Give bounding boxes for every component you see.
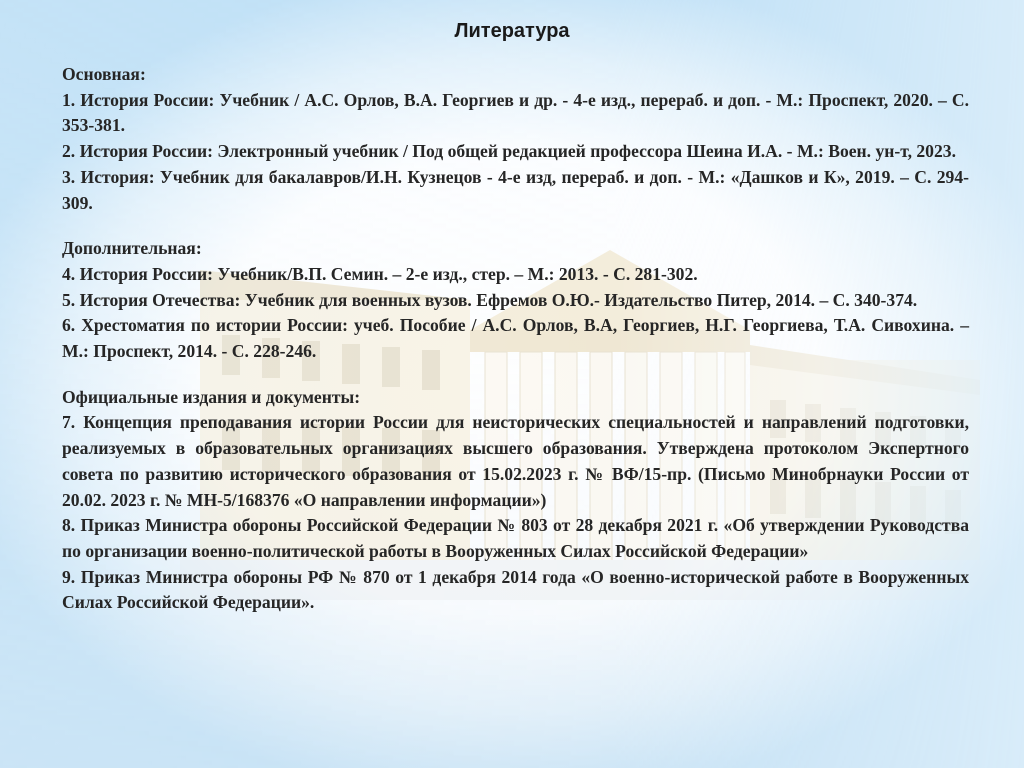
section-heading: Дополнительная: [62, 238, 202, 259]
page-title: Литература [454, 20, 570, 42]
reference-item: 3. История: Учебник для бакалавров/И.Н. Кузнецов - 4-е изд, перераб. и доп. - М.: «Дашков и К», 2019. – С. 294-309. [62, 166, 969, 213]
reference-item: 7. Концепция преподавания истории России для неисторических специальностей и направлений подготовки, реализуемых в образовательных организациях высшего образования. Утверждена протоколом Экспертного совета по развитию исторического образования от 15.02.2023 г. № ВФ/15-пр. (Письмо Минобрнауки России от 20.02. 2023 г. № МН-5/168376 «О направлении информации») [62, 412, 969, 510]
reference-item: 2. История России: Электронный учебник / Под общей редакцией профессора Шеина И.А. - М.: Воен. ун-т, 2023. [62, 141, 956, 162]
section-main [62, 62, 969, 216]
section-heading: Основная: [62, 64, 146, 84]
section-additional [62, 236, 969, 365]
reference-item: 6. Хрестоматия по истории России: учеб. Пособие / А.С. Орлов, В.А, Георгиев, Н.Г. Георгиева, Т.А. Сивохина. – М.: Проспект, 2014. - С. 228-246. [62, 315, 969, 362]
bibliography [62, 62, 969, 616]
reference-item: 5. История Отечества: Учебник для военных вузов. Ефремов О.Ю.- Издательство Питер, 2014. – С. 340-374. [62, 289, 918, 310]
reference-item: 9. Приказ Министра обороны РФ № 870 от 1 декабря 2014 года «О военно-исторической работе в Вооруженных Силах Российской Федерации». [62, 566, 969, 613]
reference-item: 4. История России: Учебник/В.П. Семин. – 2-е изд., стер. – М.: 2013. - С. 281-302. [62, 263, 698, 284]
section-heading: Официальные издания и документы: [62, 386, 361, 407]
reference-item: 8. Приказ Министра обороны Российской Федерации № 803 от 28 декабря 2021 г. «Об утверждении Руководства по организации военно-политической работы в Вооруженных Силах Российской Федерации» [62, 515, 969, 561]
reference-item: 1. История России: Учебник / А.С. Орлов, В.А. Георгиев и др. - 4-е изд., перераб. и доп. - М.: Проспект, 2020. – С. 353-381. [62, 89, 969, 136]
section-official-documents [62, 385, 969, 616]
